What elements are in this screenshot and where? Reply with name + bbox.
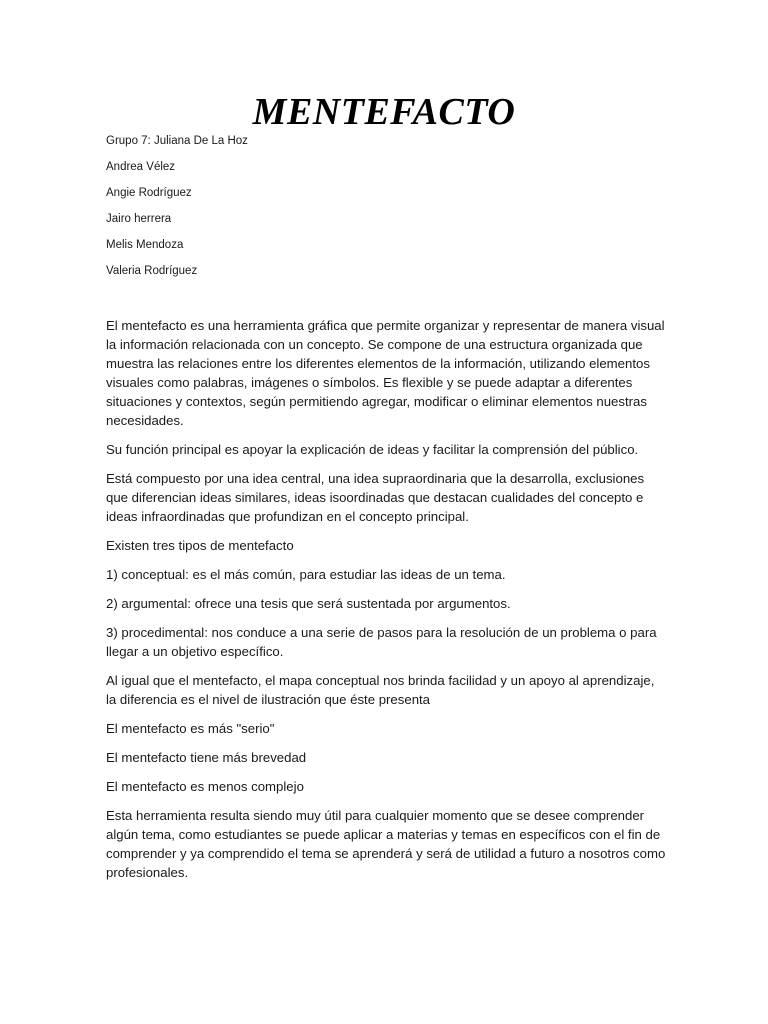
paragraph-conclusion: Esta herramienta resulta siendo muy útil para cualquier momento que se desee comprender algún tema, como estudiantes se puede aplicar a materias y temas en específicos con el fin de comprender y ya comprendido el tema se aprenderá y será de utilidad a futuro a nosotros como profesionales.: [106, 808, 666, 880]
paragraph-types-intro: Existen tres tipos de mentefacto: [106, 538, 294, 553]
paragraph-type-procedimental: 3) procedimental: nos conduce a una serie de pasos para la resolución de un problema o para llegar a un objetivo específico.: [106, 625, 657, 659]
paragraph-comparison: Al igual que el mentefacto, el mapa conceptual nos brinda facilidad y un apoyo al aprendizaje, la diferencia es el nivel de ilustración que éste presenta: [106, 673, 655, 707]
author-line: Angie Rodríguez: [106, 187, 192, 199]
author-line: Valeria Rodríguez: [106, 265, 198, 277]
author-line-group: Grupo 7: Juliana De La Hoz: [106, 135, 248, 147]
paragraph-composition: Está compuesto por una idea central, una idea supraordinaria que la desarrolla, exclusiones que diferencian ideas similares, ideas isoordinadas que destacan cualidades del concepto e ideas infraordinadas que profundizan en el concepto principal.: [106, 471, 645, 524]
document-body: [106, 316, 666, 892]
author-line: Jairo herrera: [106, 213, 172, 225]
document-title: MENTEFACTO: [252, 91, 516, 133]
author-line: Andrea Vélez: [106, 161, 176, 173]
paragraph-definition: El mentefacto es una herramienta gráfica que permite organizar y representar de manera visual la información relacionada con un concepto. Se compone de una estructura organizada que muestra las relaciones entre los diferentes elementos de la información, utilizando elementos visuales como palabras, imágenes o símbolos. Es flexible y se puede adaptar a diferentes situaciones y contextos, según permitiendo agregar, modificar o eliminar elementos nuestras necesidades.: [106, 318, 665, 428]
paragraph-type-argumental: 2) argumental: ofrece una tesis que será sustentada por argumentos.: [106, 596, 511, 611]
paragraph-serious: El mentefacto es más "serio": [106, 721, 275, 736]
author-list: [106, 132, 248, 288]
paragraph-function: Su función principal es apoyar la explicación de ideas y facilitar la comprensión del público.: [106, 442, 639, 457]
paragraph-complexity: El mentefacto es menos complejo: [106, 779, 304, 794]
paragraph-type-conceptual: 1) conceptual: es el más común, para estudiar las ideas de un tema.: [106, 567, 506, 582]
paragraph-brevity: El mentefacto tiene más brevedad: [106, 750, 307, 765]
author-line: Melis Mendoza: [106, 239, 184, 251]
